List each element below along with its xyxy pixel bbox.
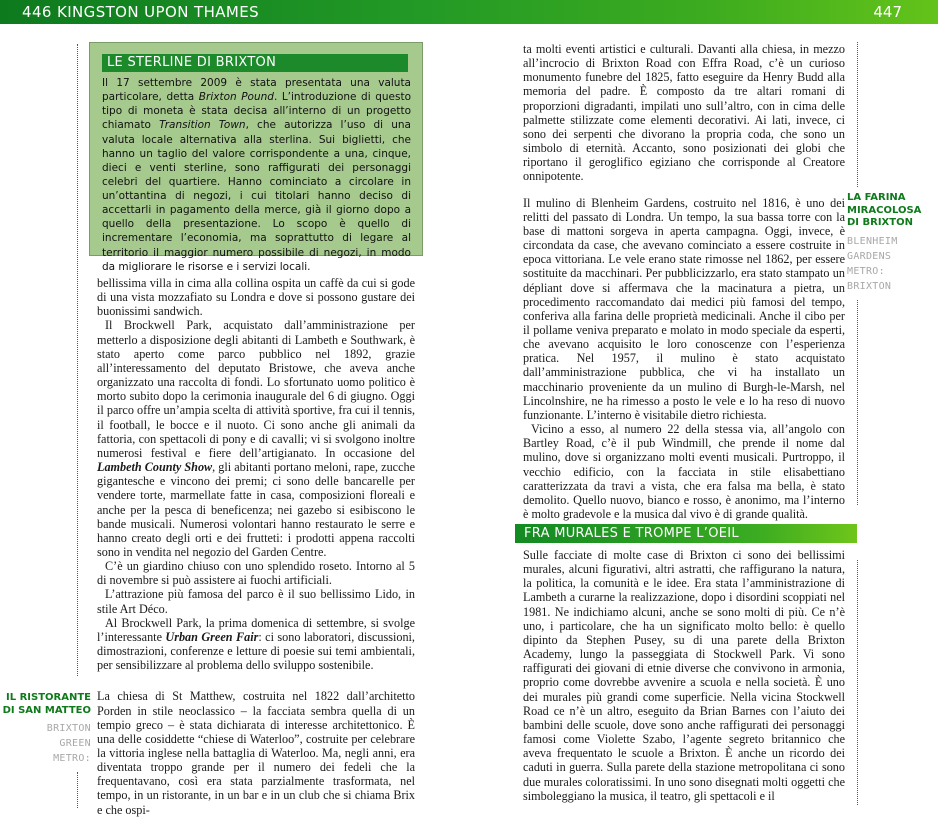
paragraph: Il mulino di Blenheim Gardens, costruito nel 1816, è uno dei relitti del passato di Londra. Un tempo, la sua bassa torre con la base di mattoni sorgeva in aperta campagna. Oggi, invece, è circondata da case, che avevano cominciato a essere costruite in epoca vittoriana. Le vele erano state rimosse nel 1862, per essere sostituite da macchinari. Per pubblicizzarlo, era stato stampato un dépliant dove si affermava che la macinatura a pietra, un procedimento raccomandato dai medici più famosi del tempo, conferiva alla farina delle proprietà medicinali. Anche il cibo per il pollame veniva preparato e molato in modo speciale da esperti, che avevano acquisito le loro conoscenze con l’esperienza pratica. Nel 1957, il mulino è stato acquistato dall’amministrazione pubblica, che vi ha installato un macchinario proveniente da un mulino di Burgh-le-Marsh, nel Lincolnshire, ne ha rimesso a posto le vele e lo ha reso di nuovo funzionante. L’interno è visitabile dietro richiesta. (523, 195, 845, 422)
left-column-rule (77, 44, 78, 676)
margin-meta-metro-right: BLENHEIM GARDENS METRO: BRIXTON (847, 236, 898, 292)
paragraph: Vicino a esso, al numero 22 della stessa via, all’angolo con Bartley Road, c’è il pub Windmill, che prende il nome dal mulino, dove si organizzano molti eventi musicali. Purtroppo, il vecchio edificio, con la facciata in stile elisabettiano caratterizzata da travi a vista, che era falsa ma bella, è stato demolito. Quello nuovo, bianco e rosso, è anonimo, ma l’interno è molto gradevole e la musica dal vivo è di grande qualità. (523, 422, 845, 521)
margin-meta-metro-left: BRIXTON GREEN METRO: (46, 723, 91, 764)
sidebar-box-text: Il 17 settembre 2009 è stata presentata una valuta particolare, detta Brixton Pound. L’introduzione di questo tipo di moneta è stata decisa all’interno di un progetto chiamato Transition Town, che autorizza l’uso di una valuta locale alternativa alla sterlina. Sui biglietti, che hanno un taglio del valore corrispondente a una, cinque, dieci e venti sterline, sono raffigurati dei personaggi celebri del quartiere. Hanno cominciato a circolare in un’ottantina di negozi, i cui titolari hanno deciso di accettarli in pagamento della merce, già il giorno dopo a quello della presentazione. Lo scopo è quello di incrementare l’economia, ma soprattutto di legare al territorio il maggior numero possibile di negozi, in modo da migliorare le risorse e i servizi locali. (102, 77, 411, 273)
margin-title-ristorante: IL RISTORANTE DI SAN MATTEO (2, 692, 91, 716)
paragraph: Al Brockwell Park, la prima domenica di settembre, si svolge l’interessante Urban Green Fair: ci sono laboratori, discussioni, dimostrazioni, conferenze e letture di poesie sui temi ambientali, per sensibilizzare al problema dello sviluppo sostenibile. (97, 615, 415, 673)
right-column-rule (857, 42, 858, 187)
right-column-rule-lower (857, 300, 858, 505)
paragraph: L’attrazione più famosa del parco è il suo bellissimo Lido, in stile Art Déco. (97, 587, 415, 616)
header-page-title: 446 KINGSTON UPON THAMES (22, 3, 260, 21)
paragraph: Il Brockwell Park, acquistato dall’amministrazione per metterlo a disposizione degli abitanti di Lambeth e Southwark, è stato aperto come parco pubblico nel 1892, grazie all’interessamento del deputato Bristowe, che aveva anche organizzato una raccolta di fondi. Lo sfortunato uomo politico è morto subito dopo la cerimonia inaugurale del 6 di giugno. Oggi il parco offre un’ampia scelta di attività sportive, fra cui il tennis, il football, le bocce e il nuoto. Ci sono anche gli animali da fattoria, con spettacoli di pony e di cavalli; vi si svolgono inoltre numerosi festival e fiere dell’artigianato. In occasione del Lambeth County Show, gli abitanti portano meloni, rape, zucche gigantesche e vincono dei premi; ci sono delle bancarelle per vendere torte, marmellate fatte in casa, composizioni floreali e anche per la pesca di beneficenza; nei gazebo si esibiscono le bande musicali. Numerosi volontari hanno restaurato le serre e hanno creato degli orti e dei frutteti: i prodotti appena raccolti sono in vendita nel negozio del Garden Centre. (97, 318, 415, 559)
right-column-rule-bottom (857, 560, 858, 805)
left-column-text (97, 276, 415, 817)
right-column-text-bottom (523, 548, 845, 803)
paragraph: bellissima villa in cima alla collina ospita un caffè da cui si gode di una vista mozzafiato su Londra e dove si possono gustare dei buonissimi sandwich. (97, 276, 415, 319)
sidebar-box-sterline (89, 42, 423, 273)
sidebar-box-title: LE STERLINE DI BRIXTON (102, 54, 408, 72)
right-column-text-top (523, 42, 845, 521)
paragraph: ta molti eventi artistici e culturali. Davanti alla chiesa, in mezzo all’incrocio di Brixton Road con Effra Road, c’è un curioso monumento funebre del 1825, fatto eseguire da Henry Budd alla memoria del padre. È composto da tre altari romani di proporzioni digradanti, impilati uno sull’altro, con in cima delle palmette stilizzate come elementi decorativi. Ai lati, invece, ci sono dei serpenti che divorano la propria coda, che sono un simbolo di eternità. Accanto, sono posizionati dei globi che riportano il geroglifico egiziano che corrisponde al Creatore onnipotente. (523, 42, 845, 184)
paragraph: La chiesa di St Matthew, costruita nel 1822 dall’architetto Porden in stile neoclassico – la facciata sembra quella di un tempio greco – è stata dichiarata di interesse architettonico. È una delle cosiddette “chiese di Waterloo”, costruite per celebrare la vittoria inglese nella battaglia di Waterloo. Ma, negli anni, era diventata troppo grande per il numero dei fedeli che la frequentavano, così era stata parzialmente trasformata, nel tempo, in un ristorante, in un bar e in un club che si chiama Brix e che ospi- (97, 689, 415, 817)
paragraph: Sulle facciate di molte case di Brixton ci sono dei bellissimi murales, alcuni figurativi, altri astratti, che raffigurano la natura, la politica, la comunità e le idee. Era stata l’amministrazione di Lambeth a curarne la realizzazione, dopo i disordini scoppiati nel 1981. Ne indichiamo alcuni, anche se sono molti di più. Ce n’è uno, i particolare, che ha un significato molto bello: è quello dipinto da Stephen Pusey, su di una parete della Brixton Academy, lungo la passeggiata di Stockwell Park. Vi sono raffigurati dei giovani di etnie diverse che convivono in armonia, proprio come dovrebbe avvenire a scuola e nella società. È uno dei murales più grandi come superficie. Nella vicina Stockwell Road ce n’è un altro, eseguito da Brian Barnes con l’aiuto dei bambini delle scuole, dove sono anche raffigurati dei personaggi famosi come Violette Szabo, l’agente segreto britannico che aveva frequentato le scuole a Brixton. È anche un ricordo dei caduti in guerra. Sulla parete della stazione metropolitana ci sono due murales coloratissimi. In uno sono disegnati molti oggetti che simboleggiano la musica, il teatro, gli spettacoli e il (523, 548, 845, 803)
header-page-number: 447 (873, 3, 902, 21)
page-header (0, 0, 938, 24)
left-column-rule-lower (77, 772, 78, 808)
margin-title-farina: LA FARINA MIRACOLOSA DI BRIXTON (847, 192, 922, 228)
section-heading-murales: FRA MURALES E TROMPE L’OEIL (515, 524, 857, 543)
paragraph: C’è un giardino chiuso con uno splendido roseto. Intorno al 5 di novembre si può assistere ai fuochi artificiali. (97, 559, 415, 588)
